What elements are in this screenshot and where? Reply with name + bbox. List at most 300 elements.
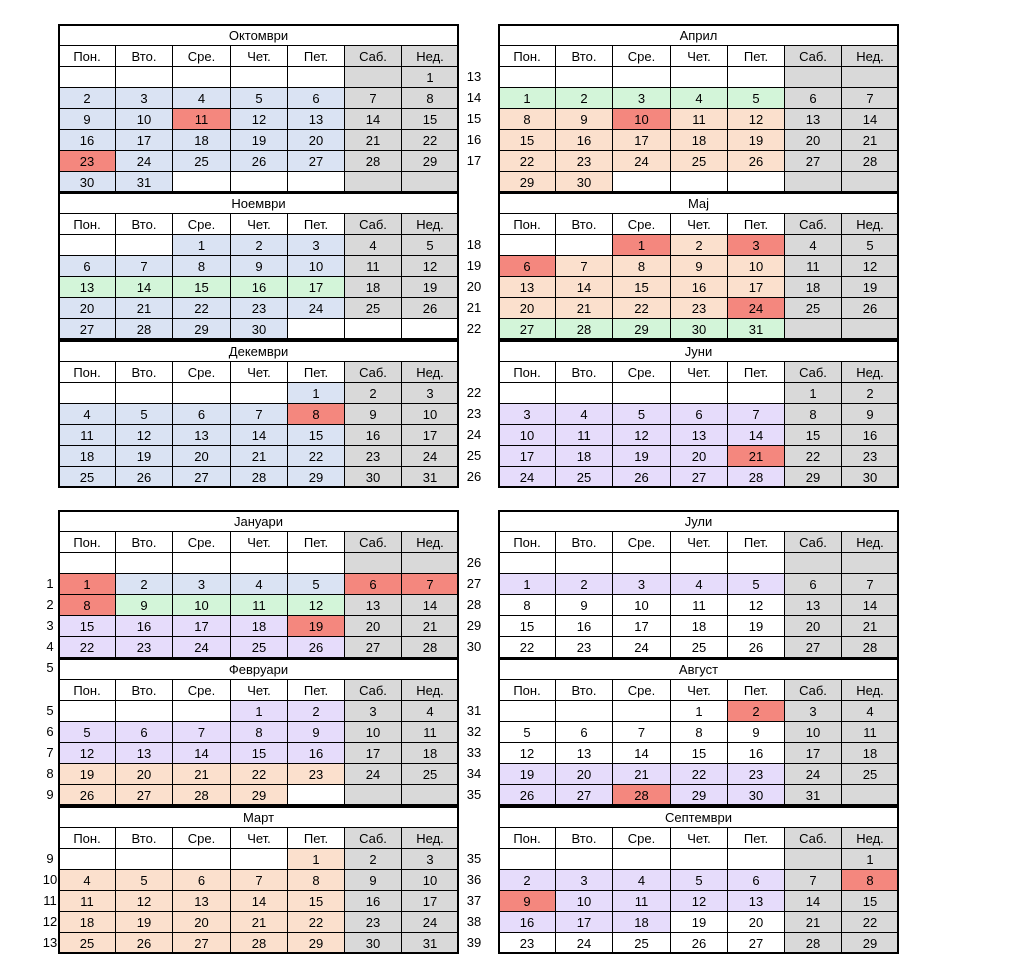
month-title: Април [498, 24, 899, 46]
day-cell: 8 [172, 255, 231, 277]
day-cell: 25 [58, 466, 116, 488]
day-cell: 17 [727, 276, 785, 298]
day-cell: 15 [498, 615, 556, 637]
empty-day-cell [841, 171, 899, 193]
day-cell: 22 [612, 297, 671, 319]
week-number: 23 [466, 406, 482, 421]
empty-day-cell [58, 552, 116, 574]
week-number: 13 [466, 69, 482, 84]
day-cell: 9 [344, 869, 402, 891]
day-cell: 7 [555, 255, 613, 277]
empty-day-cell [841, 552, 899, 574]
day-cell: 25 [401, 763, 459, 785]
empty-day-cell [555, 700, 613, 722]
day-cell: 24 [555, 932, 613, 954]
day-cell: 2 [344, 382, 402, 404]
week-number: 15 [466, 111, 482, 126]
day-cell: 6 [172, 403, 231, 425]
day-cell: 16 [344, 890, 402, 912]
day-cell: 15 [841, 890, 899, 912]
day-cell: 23 [58, 150, 116, 172]
day-cell: 14 [230, 424, 288, 446]
day-header: Сре. [612, 213, 671, 235]
day-cell: 13 [670, 424, 728, 446]
day-cell: 28 [230, 466, 288, 488]
day-cell: 10 [727, 255, 785, 277]
empty-day-cell [230, 848, 288, 870]
day-cell: 11 [58, 890, 116, 912]
day-cell: 11 [670, 108, 728, 130]
empty-day-cell [555, 382, 613, 404]
day-cell: 3 [115, 87, 173, 109]
day-cell: 1 [172, 234, 231, 256]
empty-day-cell [172, 552, 231, 574]
day-cell: 14 [727, 424, 785, 446]
week-number: 34 [466, 766, 482, 781]
day-cell: 13 [555, 742, 613, 764]
day-cell: 22 [784, 445, 842, 467]
day-cell: 5 [670, 869, 728, 891]
empty-day-cell [287, 318, 345, 340]
day-header: Пет. [727, 213, 785, 235]
week-number: 9 [46, 787, 54, 802]
day-cell: 4 [841, 700, 899, 722]
day-header: Саб. [344, 679, 402, 701]
day-cell: 4 [172, 87, 231, 109]
day-cell: 5 [498, 721, 556, 743]
day-cell: 25 [670, 636, 728, 658]
day-cell: 27 [498, 318, 556, 340]
week-number: 13 [42, 935, 58, 950]
empty-day-cell [115, 66, 173, 88]
day-cell: 25 [555, 466, 613, 488]
week-number: 39 [466, 935, 482, 950]
day-cell: 2 [841, 382, 899, 404]
week-number: 4 [46, 639, 54, 654]
day-cell: 28 [230, 932, 288, 954]
day-cell: 7 [230, 869, 288, 891]
day-header: Сре. [172, 45, 231, 67]
day-header: Нед. [841, 531, 899, 553]
day-cell: 12 [727, 108, 785, 130]
day-cell: 8 [670, 721, 728, 743]
day-cell: 6 [287, 87, 345, 109]
day-header: Саб. [344, 361, 402, 383]
day-cell: 8 [498, 594, 556, 616]
day-cell: 1 [58, 573, 116, 595]
day-cell: 16 [58, 129, 116, 151]
week-number: 35 [466, 787, 482, 802]
day-cell: 26 [841, 297, 899, 319]
day-cell: 12 [498, 742, 556, 764]
day-header: Нед. [841, 213, 899, 235]
week-number: 28 [466, 597, 482, 612]
day-header: Сре. [172, 679, 231, 701]
day-cell: 24 [172, 636, 231, 658]
day-header: Чет. [230, 361, 288, 383]
day-header: Саб. [784, 531, 842, 553]
day-header: Пет. [727, 827, 785, 849]
day-header: Пет. [727, 531, 785, 553]
day-cell: 4 [670, 87, 728, 109]
day-cell: 16 [670, 276, 728, 298]
empty-day-cell [612, 382, 671, 404]
day-cell: 16 [727, 742, 785, 764]
day-cell: 28 [555, 318, 613, 340]
day-header: Нед. [841, 679, 899, 701]
week-number: 22 [466, 321, 482, 336]
day-cell: 19 [727, 615, 785, 637]
empty-day-cell [670, 382, 728, 404]
day-cell: 4 [58, 869, 116, 891]
day-cell: 26 [230, 150, 288, 172]
day-cell: 10 [498, 424, 556, 446]
day-cell: 22 [58, 636, 116, 658]
empty-day-cell [555, 552, 613, 574]
day-cell: 26 [670, 932, 728, 954]
empty-day-cell [344, 171, 402, 193]
month-title: Февруари [58, 658, 459, 680]
day-cell: 4 [670, 573, 728, 595]
day-cell: 3 [727, 234, 785, 256]
day-cell: 31 [784, 784, 842, 806]
day-cell: 15 [498, 129, 556, 151]
day-cell: 30 [344, 932, 402, 954]
day-cell: 11 [612, 890, 671, 912]
day-header: Пет. [727, 45, 785, 67]
day-cell: 23 [344, 911, 402, 933]
month-title: Јули [498, 510, 899, 532]
empty-day-cell [841, 318, 899, 340]
week-number: 37 [466, 893, 482, 908]
day-cell: 27 [555, 784, 613, 806]
month-title: Мај [498, 192, 899, 214]
day-cell: 19 [401, 276, 459, 298]
day-cell: 6 [670, 403, 728, 425]
day-cell: 18 [784, 276, 842, 298]
day-cell: 21 [172, 763, 231, 785]
day-cell: 16 [230, 276, 288, 298]
day-cell: 28 [612, 784, 671, 806]
day-cell: 29 [498, 171, 556, 193]
day-header: Сре. [172, 531, 231, 553]
day-header: Пет. [287, 679, 345, 701]
week-number: 29 [466, 618, 482, 633]
day-cell: 17 [498, 445, 556, 467]
day-cell: 20 [344, 615, 402, 637]
day-cell: 22 [841, 911, 899, 933]
day-cell: 24 [612, 150, 671, 172]
day-cell: 26 [498, 784, 556, 806]
day-cell: 14 [401, 594, 459, 616]
day-cell: 1 [230, 700, 288, 722]
day-cell: 1 [401, 66, 459, 88]
day-cell: 7 [344, 87, 402, 109]
day-cell: 19 [727, 129, 785, 151]
day-cell: 16 [841, 424, 899, 446]
day-cell: 9 [555, 108, 613, 130]
day-cell: 18 [58, 445, 116, 467]
day-cell: 6 [727, 869, 785, 891]
day-cell: 29 [784, 466, 842, 488]
day-cell: 6 [498, 255, 556, 277]
day-cell: 18 [172, 129, 231, 151]
week-number: 17 [466, 153, 482, 168]
day-cell: 8 [287, 403, 345, 425]
day-cell: 21 [841, 615, 899, 637]
day-cell: 5 [287, 573, 345, 595]
day-cell: 16 [344, 424, 402, 446]
day-cell: 12 [230, 108, 288, 130]
day-cell: 14 [612, 742, 671, 764]
day-cell: 12 [115, 890, 173, 912]
empty-day-cell [784, 318, 842, 340]
day-cell: 19 [612, 445, 671, 467]
day-header: Нед. [401, 679, 459, 701]
week-number: 35 [466, 851, 482, 866]
day-cell: 15 [58, 615, 116, 637]
empty-day-cell [115, 382, 173, 404]
day-header: Пон. [498, 531, 556, 553]
empty-day-cell [555, 234, 613, 256]
day-cell: 17 [784, 742, 842, 764]
day-cell: 26 [115, 466, 173, 488]
day-cell: 20 [287, 129, 345, 151]
day-cell: 28 [784, 932, 842, 954]
day-cell: 28 [841, 636, 899, 658]
day-cell: 8 [230, 721, 288, 743]
day-header: Сре. [172, 361, 231, 383]
day-cell: 7 [841, 573, 899, 595]
day-header: Саб. [344, 531, 402, 553]
day-cell: 10 [401, 403, 459, 425]
day-cell: 26 [287, 636, 345, 658]
empty-day-cell [230, 66, 288, 88]
day-cell: 29 [230, 784, 288, 806]
day-cell: 28 [727, 466, 785, 488]
day-header: Пон. [498, 213, 556, 235]
empty-day-cell [784, 66, 842, 88]
empty-day-cell [401, 784, 459, 806]
day-cell: 14 [841, 108, 899, 130]
day-cell: 24 [401, 445, 459, 467]
day-cell: 29 [841, 932, 899, 954]
empty-day-cell [555, 848, 613, 870]
day-cell: 10 [344, 721, 402, 743]
week-number: 26 [466, 555, 482, 570]
day-header: Саб. [784, 213, 842, 235]
day-header: Пон. [58, 679, 116, 701]
day-cell: 9 [498, 890, 556, 912]
day-cell: 23 [287, 763, 345, 785]
day-cell: 14 [230, 890, 288, 912]
day-cell: 25 [230, 636, 288, 658]
week-number: 3 [46, 618, 54, 633]
day-cell: 2 [58, 87, 116, 109]
empty-day-cell [172, 382, 231, 404]
day-header: Пет. [287, 213, 345, 235]
day-header: Вто. [115, 213, 173, 235]
empty-day-cell [727, 171, 785, 193]
day-cell: 22 [498, 150, 556, 172]
day-header: Пет. [287, 827, 345, 849]
day-header: Пон. [498, 361, 556, 383]
day-cell: 4 [344, 234, 402, 256]
day-header: Пон. [498, 679, 556, 701]
month-title: Март [58, 806, 459, 828]
week-number: 27 [466, 576, 482, 591]
day-cell: 19 [670, 911, 728, 933]
day-cell: 12 [58, 742, 116, 764]
day-cell: 17 [555, 911, 613, 933]
day-cell: 7 [612, 721, 671, 743]
day-cell: 27 [344, 636, 402, 658]
day-cell: 8 [612, 255, 671, 277]
day-cell: 5 [727, 87, 785, 109]
day-cell: 8 [287, 869, 345, 891]
day-cell: 27 [172, 932, 231, 954]
day-header: Вто. [555, 827, 613, 849]
day-cell: 7 [172, 721, 231, 743]
day-header: Пон. [58, 827, 116, 849]
day-header: Саб. [344, 45, 402, 67]
day-cell: 9 [115, 594, 173, 616]
day-cell: 1 [498, 87, 556, 109]
day-cell: 8 [498, 108, 556, 130]
day-cell: 17 [344, 742, 402, 764]
day-cell: 2 [555, 573, 613, 595]
empty-day-cell [58, 234, 116, 256]
day-cell: 11 [670, 594, 728, 616]
empty-day-cell [230, 171, 288, 193]
day-cell: 24 [344, 763, 402, 785]
day-cell: 4 [784, 234, 842, 256]
day-cell: 18 [401, 742, 459, 764]
day-header: Вто. [555, 679, 613, 701]
day-cell: 20 [727, 911, 785, 933]
day-cell: 22 [230, 763, 288, 785]
day-cell: 22 [287, 445, 345, 467]
day-cell: 6 [344, 573, 402, 595]
day-cell: 21 [727, 445, 785, 467]
day-header: Чет. [670, 361, 728, 383]
month-title: Ноември [58, 192, 459, 214]
day-cell: 8 [784, 403, 842, 425]
empty-day-cell [612, 848, 671, 870]
empty-day-cell [784, 848, 842, 870]
day-cell: 14 [784, 890, 842, 912]
day-cell: 9 [344, 403, 402, 425]
day-cell: 10 [401, 869, 459, 891]
day-header: Сре. [612, 679, 671, 701]
day-header: Пон. [58, 531, 116, 553]
day-cell: 7 [784, 869, 842, 891]
day-cell: 20 [172, 911, 231, 933]
day-cell: 19 [498, 763, 556, 785]
day-header: Вто. [555, 531, 613, 553]
day-cell: 24 [612, 636, 671, 658]
day-cell: 21 [555, 297, 613, 319]
month-title: Јануари [58, 510, 459, 532]
day-header: Вто. [115, 361, 173, 383]
empty-day-cell [115, 234, 173, 256]
day-cell: 20 [784, 129, 842, 151]
month-title: Септември [498, 806, 899, 828]
day-header: Чет. [670, 531, 728, 553]
day-cell: 13 [287, 108, 345, 130]
day-header: Пон. [58, 361, 116, 383]
day-cell: 14 [172, 742, 231, 764]
day-cell: 14 [841, 594, 899, 616]
day-cell: 13 [784, 108, 842, 130]
day-cell: 16 [498, 911, 556, 933]
day-cell: 10 [287, 255, 345, 277]
empty-day-cell [172, 848, 231, 870]
day-cell: 11 [841, 721, 899, 743]
day-header: Пет. [727, 679, 785, 701]
day-cell: 9 [287, 721, 345, 743]
day-cell: 16 [555, 615, 613, 637]
day-header: Пон. [58, 45, 116, 67]
day-cell: 30 [58, 171, 116, 193]
day-cell: 27 [287, 150, 345, 172]
day-cell: 30 [841, 466, 899, 488]
day-cell: 30 [670, 318, 728, 340]
day-cell: 27 [58, 318, 116, 340]
day-cell: 21 [230, 445, 288, 467]
day-cell: 26 [401, 297, 459, 319]
day-cell: 6 [58, 255, 116, 277]
day-cell: 27 [784, 150, 842, 172]
day-cell: 17 [401, 424, 459, 446]
day-cell: 11 [401, 721, 459, 743]
day-cell: 15 [230, 742, 288, 764]
day-cell: 23 [498, 932, 556, 954]
day-cell: 27 [172, 466, 231, 488]
day-cell: 3 [498, 403, 556, 425]
day-header: Саб. [344, 827, 402, 849]
day-cell: 5 [115, 403, 173, 425]
day-header: Вто. [555, 361, 613, 383]
day-cell: 20 [555, 763, 613, 785]
day-cell: 4 [401, 700, 459, 722]
empty-day-cell [344, 318, 402, 340]
empty-day-cell [555, 66, 613, 88]
day-header: Сре. [172, 213, 231, 235]
day-cell: 30 [727, 784, 785, 806]
empty-day-cell [841, 66, 899, 88]
day-cell: 5 [230, 87, 288, 109]
empty-day-cell [401, 171, 459, 193]
day-cell: 20 [498, 297, 556, 319]
day-cell: 24 [287, 297, 345, 319]
day-cell: 25 [612, 932, 671, 954]
day-cell: 6 [115, 721, 173, 743]
empty-day-cell [727, 552, 785, 574]
day-cell: 17 [115, 129, 173, 151]
empty-day-cell [727, 848, 785, 870]
day-cell: 21 [230, 911, 288, 933]
day-cell: 9 [670, 255, 728, 277]
day-cell: 1 [287, 848, 345, 870]
day-cell: 21 [344, 129, 402, 151]
empty-day-cell [784, 171, 842, 193]
day-cell: 21 [784, 911, 842, 933]
day-cell: 10 [612, 108, 671, 130]
day-cell: 13 [58, 276, 116, 298]
day-cell: 31 [115, 171, 173, 193]
week-number: 25 [466, 448, 482, 463]
